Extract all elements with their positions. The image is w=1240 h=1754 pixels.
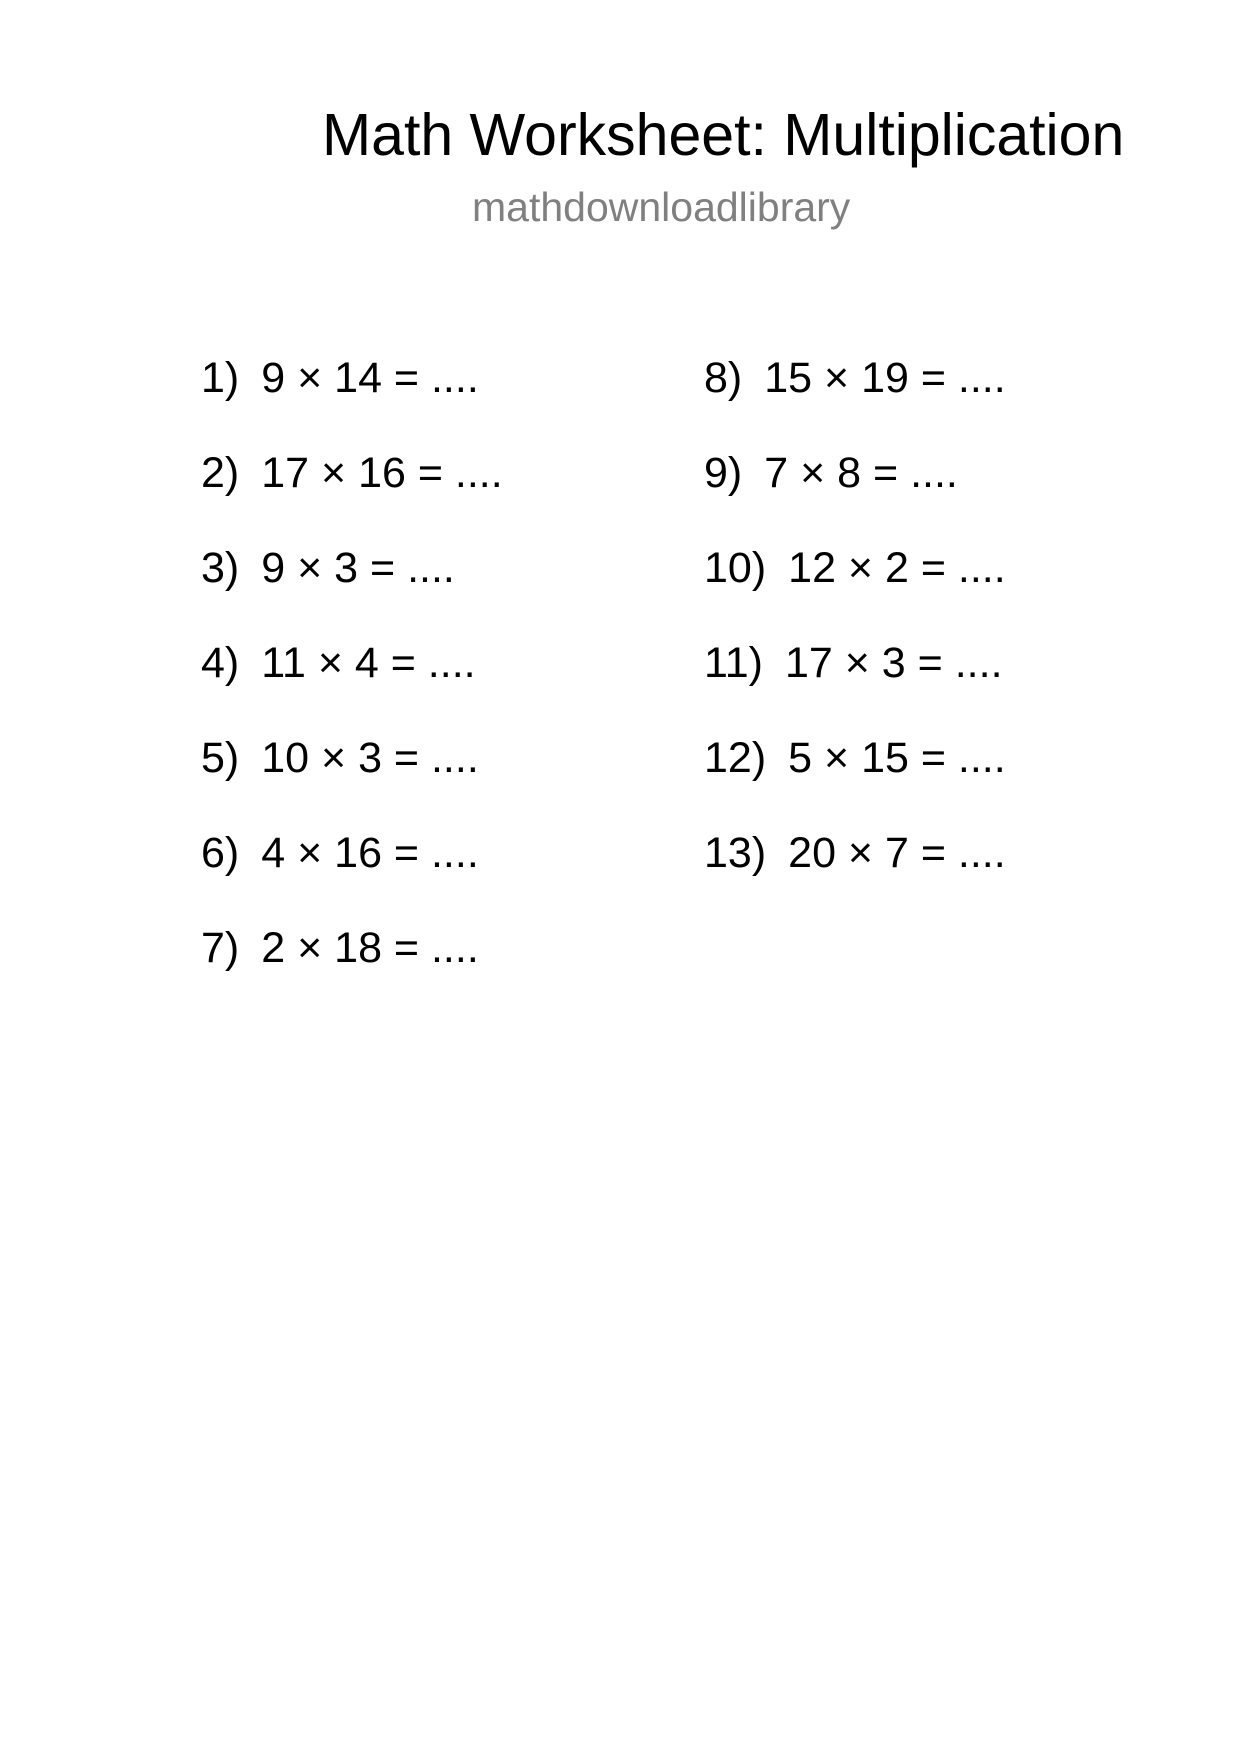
- problem-expression: 15 × 19 = ....: [764, 354, 1006, 402]
- problem-number: 7): [201, 924, 240, 972]
- problem-expression: 12 × 2 = ....: [788, 544, 1006, 592]
- problem-6: [201, 828, 503, 923]
- problem-10: [704, 543, 1006, 638]
- problem-number: 6): [201, 829, 240, 877]
- problem-number: 12): [704, 734, 767, 782]
- problem-12: [704, 733, 1006, 828]
- problem-expression: 17 × 16 = ....: [261, 449, 503, 497]
- problem-number: 8): [704, 354, 743, 402]
- page-title: Math Worksheet: Multiplication: [322, 102, 1125, 168]
- problem-number: 10): [704, 544, 767, 592]
- problem-3: [201, 543, 503, 638]
- page-subtitle: mathdownloadlibrary: [472, 184, 851, 230]
- problem-5: [201, 733, 503, 828]
- problem-expression: 9 × 14 = ....: [261, 354, 479, 402]
- problem-column-right: [704, 353, 1006, 923]
- problem-11: [704, 638, 1006, 733]
- problem-4: [201, 638, 503, 733]
- problem-expression: 10 × 3 = ....: [261, 734, 479, 782]
- problem-expression: 20 × 7 = ....: [788, 829, 1006, 877]
- problem-number: 13): [704, 829, 767, 877]
- problem-number: 1): [201, 354, 240, 402]
- problem-number: 3): [201, 544, 240, 592]
- problem-expression: 9 × 3 = ....: [261, 544, 455, 592]
- problem-7: [201, 923, 503, 1018]
- problem-8: [704, 353, 1006, 448]
- problem-number: 11): [704, 639, 763, 687]
- problem-expression: 17 × 3 = ....: [784, 639, 1003, 687]
- problem-9: [704, 448, 1006, 543]
- problem-number: 4): [201, 639, 240, 687]
- problem-column-left: [201, 353, 503, 1018]
- problem-number: 5): [201, 734, 240, 782]
- problem-expression: 4 × 16 = ....: [261, 829, 479, 877]
- problem-1: [201, 353, 503, 448]
- problem-number: 2): [201, 449, 240, 497]
- problem-expression: 11 × 4 = ....: [261, 639, 476, 687]
- problem-2: [201, 448, 503, 543]
- problem-expression: 2 × 18 = ....: [261, 924, 479, 972]
- problem-expression: 5 × 15 = ....: [788, 734, 1006, 782]
- problem-expression: 7 × 8 = ....: [764, 449, 958, 497]
- problem-number: 9): [704, 449, 743, 497]
- problem-13: [704, 828, 1006, 923]
